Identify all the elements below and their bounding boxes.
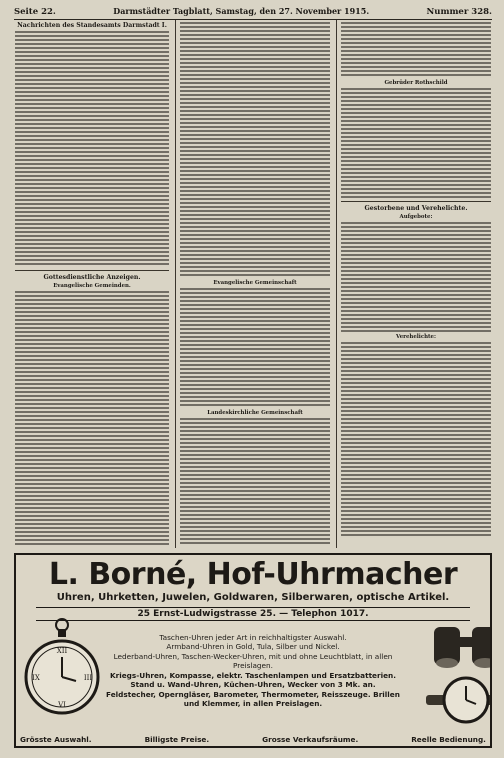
- ad-tagline: Uhren, Uhrketten, Juwelen, Goldwaren, Silberwaren, optische Artikel.: [56, 592, 450, 603]
- pocket-watch-icon: [24, 615, 100, 725]
- text-block: [180, 418, 330, 546]
- column-1: [14, 20, 170, 548]
- svg-text:III: III: [83, 674, 93, 682]
- column-subheading: Landeskirchliche Gemeinschaft: [207, 410, 303, 416]
- page-number: Seite 22.: [14, 7, 56, 17]
- column-subheading: Evangelische Gemeinschaft: [213, 280, 297, 286]
- ad-body: [106, 633, 400, 709]
- text-block: [15, 31, 169, 267]
- ad-body-line: Kriegs-Uhren, Kompasse, elektr. Taschenlampen und Ersatzbatterien.: [109, 670, 397, 680]
- text-block: [341, 222, 491, 332]
- column-2: [175, 20, 331, 548]
- column-subheading: Aufgebote:: [399, 214, 433, 221]
- page-header: [14, 6, 492, 20]
- column-subheading: Evangelische Gemeinden.: [53, 283, 131, 290]
- column-heading: Nachrichten des Standesamts Darmstadt I.: [17, 22, 167, 29]
- advertisement: [14, 553, 492, 748]
- ad-footer-item: Grosse Verkaufsräume.: [262, 735, 359, 744]
- ad-footer-item: Reelle Bedienung.: [411, 735, 486, 744]
- column-heading: Gottesdienstliche Anzeigen.: [43, 274, 141, 282]
- svg-text:VI: VI: [58, 701, 66, 709]
- text-block: [180, 288, 330, 408]
- text-block: [341, 22, 491, 78]
- text-block: [15, 291, 169, 547]
- ad-body-line: Lederband-Uhren, Taschen-Wecker-Uhren, mit und ohne Leuchtblatt, in allen Preislagen.: [113, 651, 393, 671]
- ad-body-line: Armband-Uhren in Gold, Tula, Silber und Nickel.: [166, 642, 340, 652]
- ad-address: 25 Ernst-Ludwigstrasse 25. — Telephon 1017.: [36, 607, 470, 621]
- text-block: [341, 88, 491, 198]
- ad-body-line: Taschen-Uhren jeder Art in reichhaltigster Auswahl.: [159, 633, 347, 642]
- svg-text:IX: IX: [32, 674, 40, 682]
- column-heading: Gestorbene und Verehelichte.: [364, 205, 468, 212]
- ad-footer: [20, 735, 486, 744]
- wristwatch-icon: [426, 673, 492, 727]
- svg-text:XII: XII: [56, 647, 68, 655]
- issue-number: Nummer 328.: [426, 7, 492, 17]
- ad-footer-item: Billigste Preise.: [144, 735, 210, 744]
- divider: [15, 270, 169, 271]
- ad-body-line: Stand u. Wand-Uhren, Küchen-Uhren, Wecker von 3 Mk. an.: [130, 680, 376, 690]
- column-subheading: Verehelichte:: [396, 334, 436, 341]
- ad-body-line: Feldstecher, Operngläser, Barometer, Thermometer, Reisszeuge. Brillen und Klemmer, in allen Preislagen.: [106, 689, 400, 709]
- divider: [341, 201, 491, 202]
- ad-footer-item: Grösste Auswahl.: [20, 735, 92, 744]
- newspaper-title: Darmstädter Tagblatt, Samstag, den 27. November 1915.: [113, 6, 370, 16]
- binoculars-icon: [428, 619, 492, 671]
- text-block: [341, 342, 491, 538]
- ad-brand: L. Borné, Hof-Uhrmacher: [48, 557, 458, 592]
- column-subheading: Gebrüder Rothschild: [384, 80, 448, 86]
- article-columns: [14, 20, 492, 548]
- column-3: [336, 20, 492, 548]
- text-block: [180, 22, 330, 278]
